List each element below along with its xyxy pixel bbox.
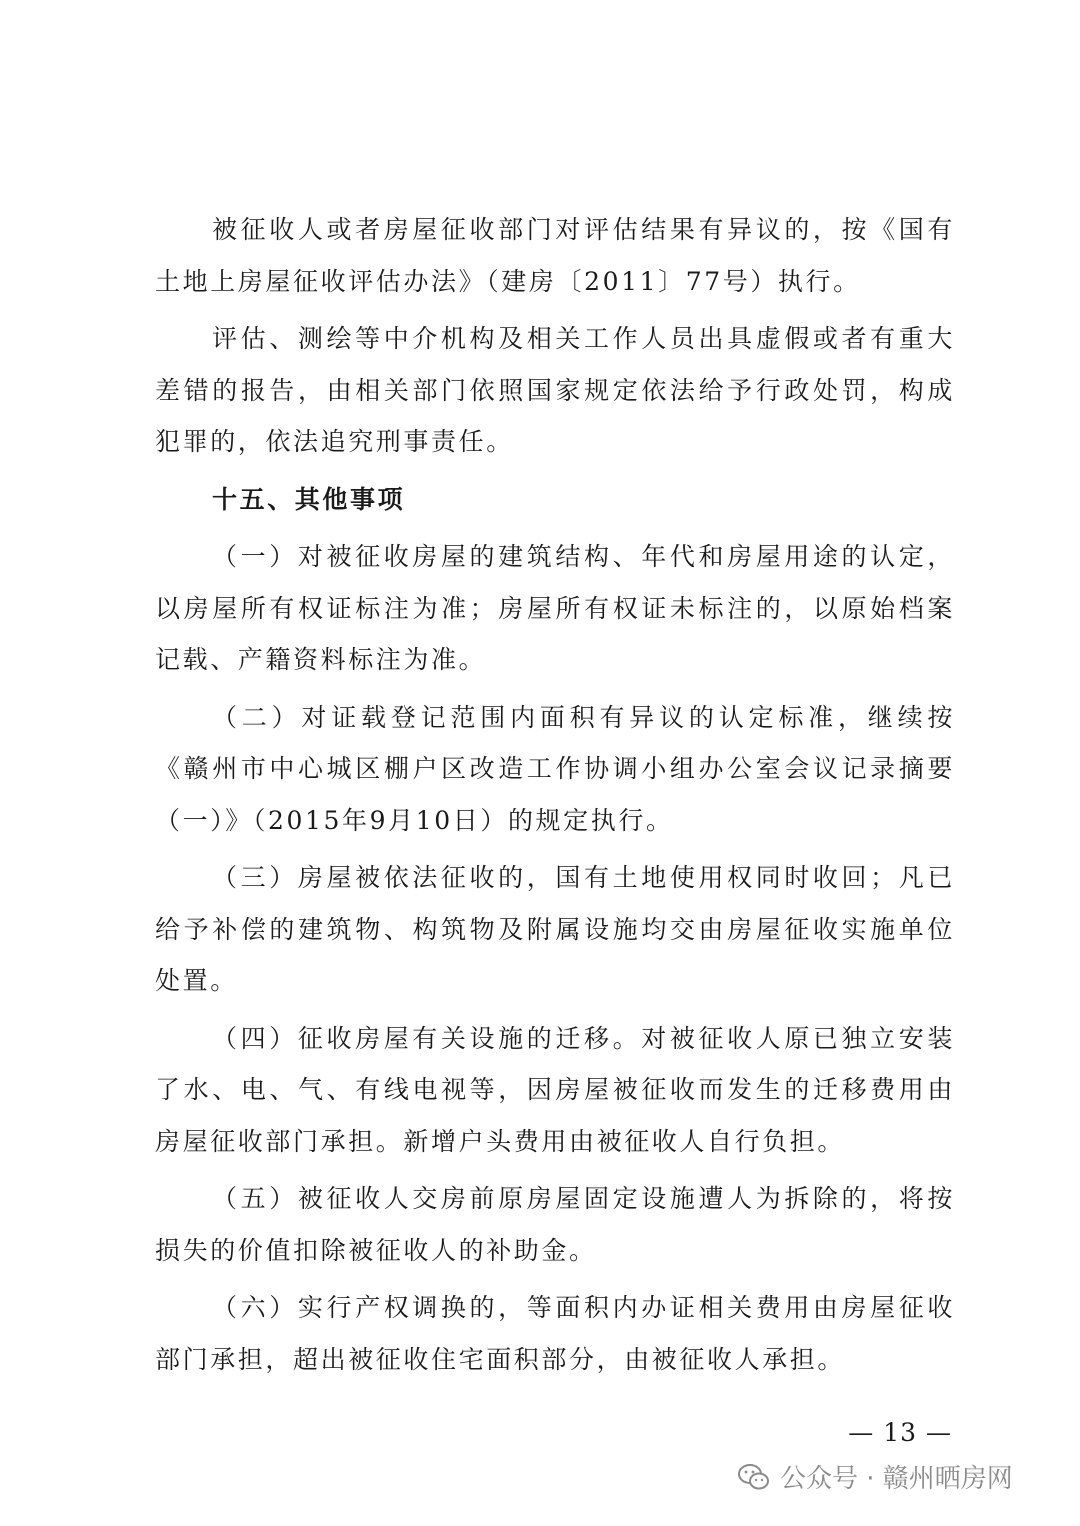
page-number: — 13 — <box>848 1418 952 1447</box>
paragraph-agency-liability: 评估、测绘等中介机构及相关工作人员出具虚假或者有重大差错的报告，由相关部门依照国家规定依法给予行政处罚，构成犯罪的，依法追究刑事责任。 <box>155 324 955 456</box>
item-4: （四）征收房屋有关设施的迁移。对被征收人原已独立安装了水、电、气、有线电视等，因房屋被征收而发生的迁移费用由房屋征收部门承担。新增户头费用由被征收人自行负担。 <box>155 1023 955 1156</box>
section-heading: 十五、其他事项 <box>212 484 406 514</box>
item-6: （六）实行产权调换的，等面积内办证相关费用由房屋征收部门承担，超出被征收住宅面积部分，由被征收人承担。 <box>155 1293 955 1374</box>
wechat-icon <box>738 1463 770 1491</box>
item-5: （五）被征收人交房前原房屋固定设施遭人为拆除的，将按损失的价值扣除被征收人的补助金。 <box>155 1184 955 1265</box>
watermark-text: 公众号 · 赣州晒房网 <box>780 1464 1013 1494</box>
item-2: （二）对证载登记范围内面积有异议的认定标准，继续按《赣州市中心城区棚户区改造工作协调小组办公室会议记录摘要（一）》（2015年9月10日）的规定执行。 <box>155 702 955 835</box>
paragraph-appraisal-dispute: 被征收人或者房屋征收部门对评估结果有异议的，按《国有土地上房屋征收评估办法》（建房〔2011〕77号）执行。 <box>155 215 955 296</box>
watermark <box>738 1458 1013 1495</box>
item-1: （一）对被征收房屋的建筑结构、年代和房屋用途的认定，以房屋所有权证标注为准；房屋所有权证未标注的，以原始档案记载、产籍资料标注为准。 <box>155 542 955 674</box>
document-body <box>155 204 955 1391</box>
item-3: （三）房屋被依法征收的，国有土地使用权同时收回；凡已给予补偿的建筑物、构筑物及附属设施均交由房屋征收实施单位处置。 <box>155 863 955 995</box>
